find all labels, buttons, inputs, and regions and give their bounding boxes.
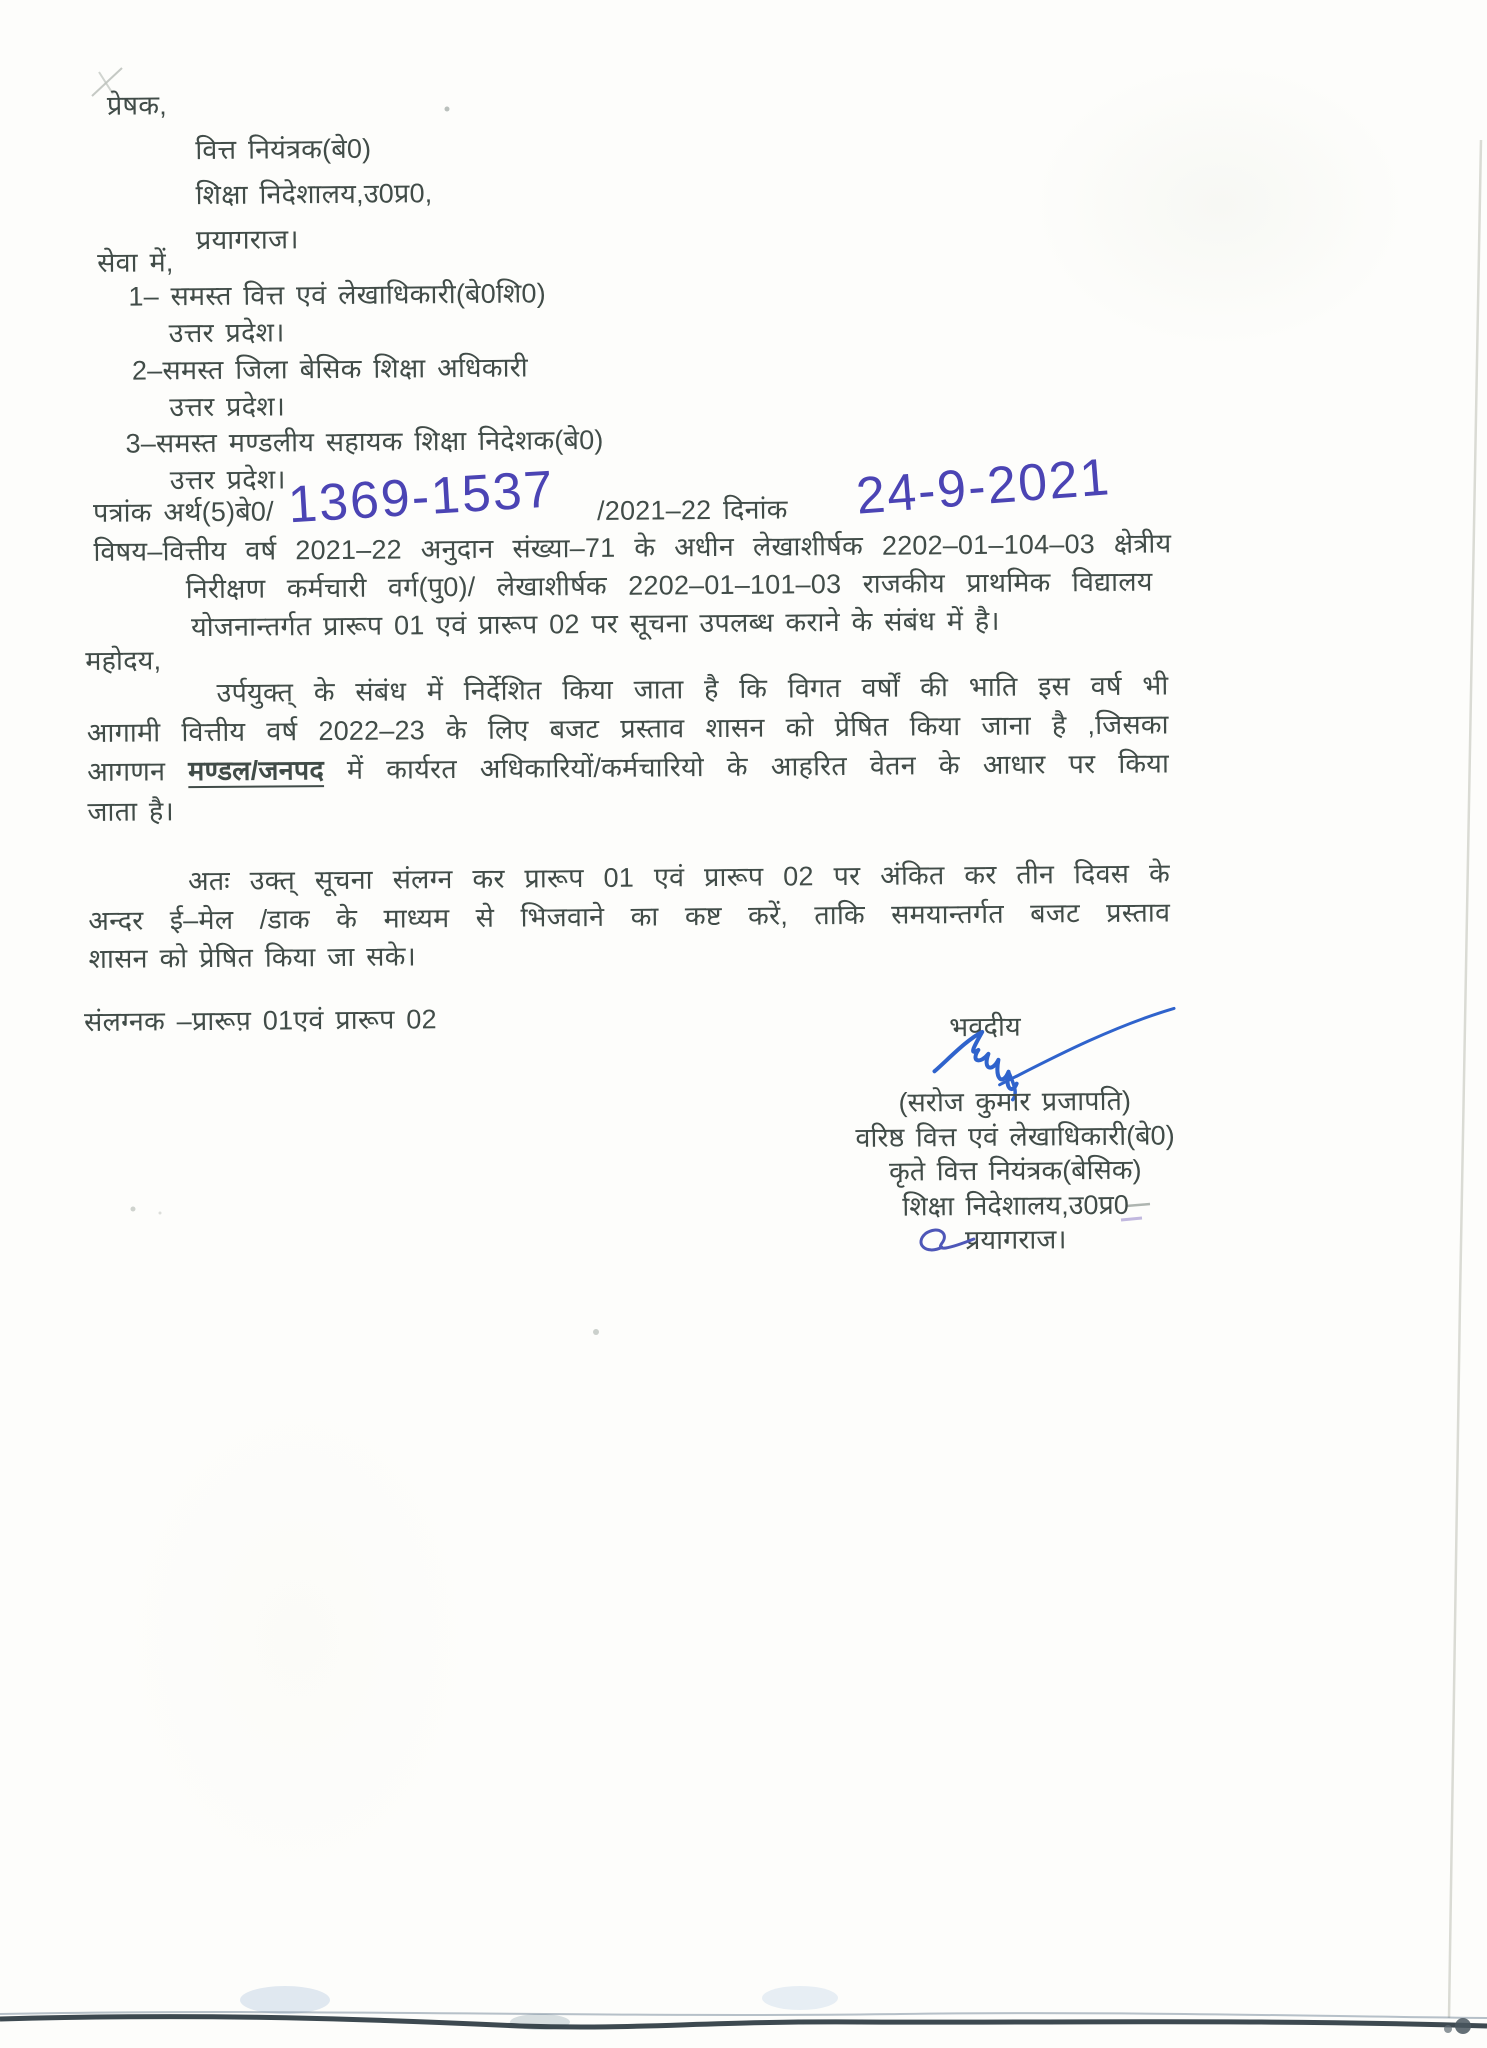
recipient-item-2-line2: उत्तर प्रदेश। <box>169 391 286 423</box>
signatory-designation-2: कृते वित्त नियंत्रक(बेसिक) <box>888 1154 1142 1187</box>
reference-prefix: पत्रांक अर्थ(5)बे0/ <box>92 496 274 528</box>
signatory-block <box>840 1083 1191 1258</box>
recipient-item-1-line1: 1– समस्त वित्त एवं लेखाधिकारी(बे0शि0) <box>128 278 546 312</box>
sender-line: शिक्षा निदेशालय,उ0प्र0, <box>195 178 433 211</box>
para2-line-1: अतः उक्त् सूचना संलग्न कर प्रारूप 01 एवं प्रारूप 02 पर अंकित कर तीन दिवस के <box>187 858 1171 897</box>
subject-line-2: निरीक्षण कर्मचारी वर्ग(पु0)/ लेखाशीर्षक 2202–01–101–03 राजकीय प्राथमिक विद्यालय <box>185 566 1153 605</box>
signatory-designation-3: शिक्षा निदेशालय,उ0प्र0 <box>902 1189 1129 1222</box>
recipient-item-2-line1: 2–समस्त जिला बेसिक शिक्षा अधिकारी <box>131 352 529 386</box>
para1-line-1: उर्पयुक्त् के संबंध में निर्देशित किया जाता है कि विगत वर्षों की भाति इस वर्ष भी <box>216 670 1169 708</box>
para2-line-3: शासन को प्रेषित किया जा सके। <box>88 941 417 974</box>
para1-line-4: जाता है। <box>87 796 175 827</box>
subject-line-3: योजनान्तर्गत प्रारूप 01 एवं प्रारूप 02 पर सूचना उपलब्ध कराने के संबंध में है। <box>190 605 1000 643</box>
subject-line-1: विषय–वित्तीय वर्ष 2021–22 अनुदान संख्या–71 के अधीन लेखाशीर्षक 2202–01–104–03 क्षेत्रीय <box>93 528 1172 567</box>
para1-line3-bold: मण्डल/जनपद <box>188 755 325 787</box>
enclosure-note: संलग्नक –प्रारूप़ 01एवं प्रारूप 02 <box>83 1004 437 1037</box>
para1-line3-rest: में कार्यरत अधिकारियों/कर्मचारियो के आहरित वेतन के आधार पर किया <box>323 748 1170 786</box>
signatory-designation-1: वरिष्ठ वित्त एवं लेखाधिकारी(बे0) <box>855 1119 1175 1153</box>
recipient-item-1-line2: उत्तर प्रदेश। <box>168 317 285 349</box>
signatory-name: (सरोज कुमार प्रजापति) <box>898 1085 1132 1118</box>
para1-line-2: आगामी वित्तीय वर्ष 2022–23 के लिए बजट प्रस्ताव शासन को प्रेषित किया जाना है ,जिसका <box>86 709 1169 748</box>
signatory-designation-4: प्रयागराज। <box>964 1224 1067 1256</box>
para1-line3-prefix: आगणन <box>87 756 189 787</box>
recipient-item-3-line1: 3–समस्त मण्डलीय सहायक शिक्षा निदेशक(बे0) <box>125 424 604 459</box>
sender-line: वित्त नियंत्रक(बे0) <box>195 133 372 166</box>
handwritten-date: 24-9-2021 <box>854 448 1113 526</box>
para2-line-2: अन्दर ई–मेल /डाक के माध्यम से भिजवाने का कष्ट करें, ताकि समयान्तर्गत बजट प्रस्ताव <box>88 897 1171 936</box>
closing-valediction: भवदीय <box>949 1011 1022 1043</box>
handwritten-letter-number: 1369-1537 <box>286 460 557 535</box>
recipient-item-3-line2: उत्तर प्रदेश। <box>169 464 286 496</box>
sender-line: प्रयागराज। <box>195 224 299 256</box>
reference-middle: /2021–22 दिनांक <box>596 494 788 526</box>
ink-flourish <box>904 1219 994 1264</box>
recipients-label: सेवा में, <box>97 247 174 278</box>
salutation: महोदय, <box>85 645 162 676</box>
sender-label: प्रेषक, <box>106 90 168 121</box>
para1-line-3 <box>87 743 1169 791</box>
